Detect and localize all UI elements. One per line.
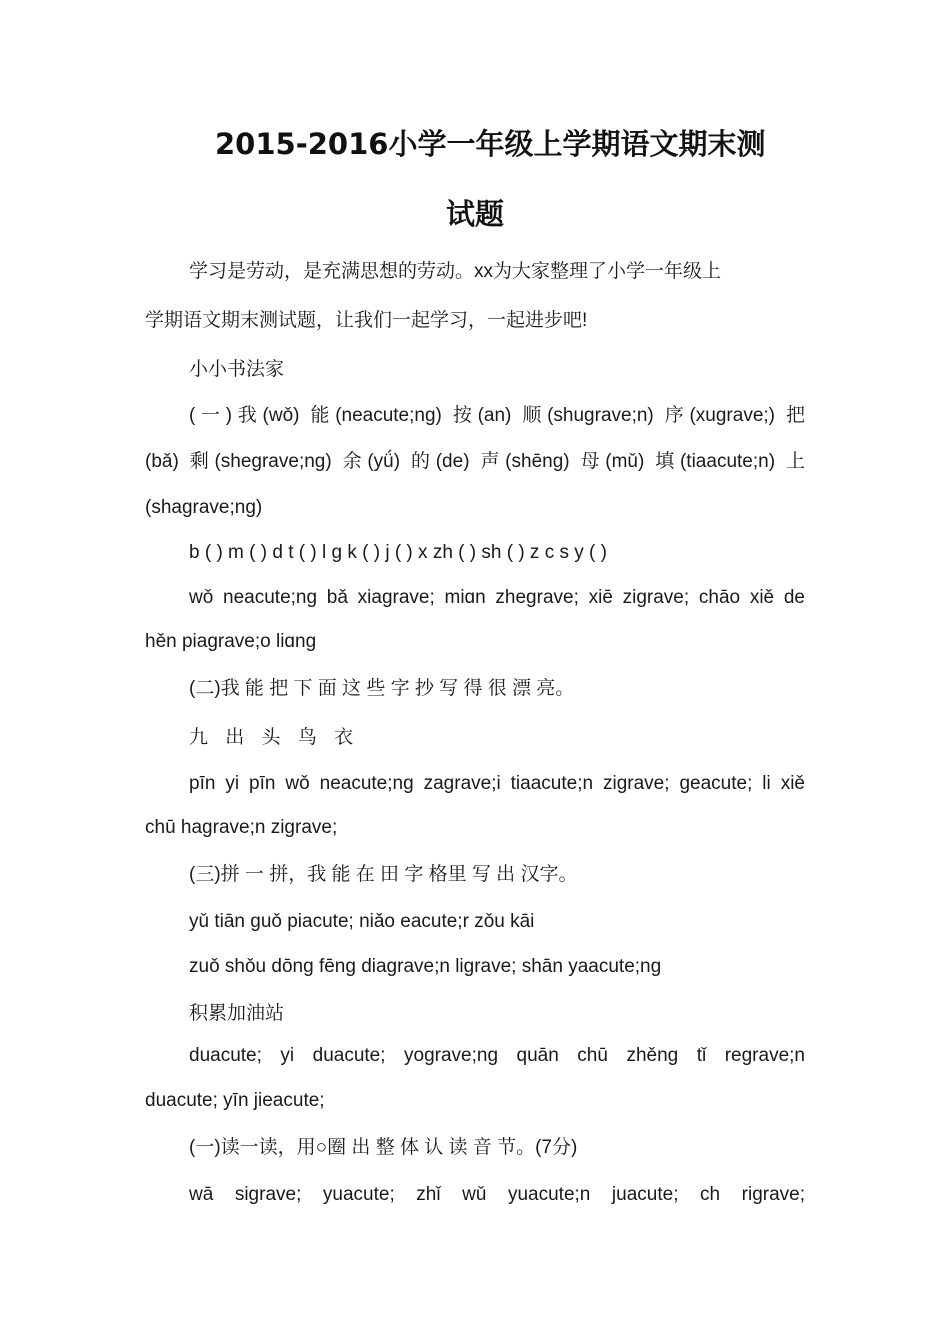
question-line: hěn piagrave;o liɑng xyxy=(145,631,317,652)
section-heading: 积累加油站 xyxy=(189,1003,285,1024)
question-line: duacute; yi duacute; yograve;ng quān chū zhěng tǐ regrave;n xyxy=(189,1045,805,1066)
document-title-line-2: 试题 xyxy=(445,197,504,231)
intro-paragraph-line: 学习是劳动，是充满思想的劳动。xx为大家整理了小学一年级上 xyxy=(189,261,722,282)
section-heading: 小小书法家 xyxy=(189,359,285,380)
question-line: (二)我 能 把 下 面 这 些 字 抄 写 得 很 漂 亮。 xyxy=(189,678,575,699)
question-line: pīn yi pīn wǒ neacute;ng zagrave;i tiaacute;n zigrave; geacute; li xiě xyxy=(189,773,805,794)
question-line: (一)我(wǒ) 能(neacute;ng) 按(an) 顺(shugrave;n) 序(xugrave;) 把 xyxy=(189,405,805,426)
question-line: 九 出 头 鸟 衣 xyxy=(189,727,360,748)
question-line: yǔ tiān guǒ piacute; niǎo eacute;r zǒu kāi xyxy=(189,911,535,932)
question-line: duacute; yīn jieacute; xyxy=(145,1090,325,1111)
question-line: (一)读一读，用○圈 出 整 体 认 读 音 节。(7分) xyxy=(189,1137,578,1158)
question-line: zuǒ shǒu dōng fēng diagrave;n ligrave; shān yaacute;ng xyxy=(189,956,662,977)
document-title-line-1: 2015-2016小学一年级上学期语文期末测 xyxy=(215,127,766,161)
question-line: b ( ) m ( ) d t ( ) l g k ( ) j ( ) x zh ( ) sh ( ) z c s y ( ) xyxy=(189,542,607,563)
question-line: wā sigrave; yuacute; zhǐ wǔ yuacute;n juacute; ch rigrave; xyxy=(189,1184,805,1205)
question-line: wǒ neacute;ng bǎ xiagrave; miɑn zhegrave; xiē zigrave; chāo xiě de xyxy=(189,587,805,608)
question-line: (shagrave;ng) xyxy=(145,497,263,518)
question-line: chū hagrave;n zigrave; xyxy=(145,817,338,838)
question-line: (bǎ) 剩(shegrave;ng) 余(yǘ) 的(de) 声(shēng) 母(mǔ) 填(tiaacute;n) 上 xyxy=(145,451,805,472)
question-line: (三)拼 一 拼，我 能 在 田 字 格里 写 出 汉字。 xyxy=(189,864,578,885)
intro-paragraph-line: 学期语文期末测试题，让我们一起学习，一起进步吧! xyxy=(145,310,588,331)
